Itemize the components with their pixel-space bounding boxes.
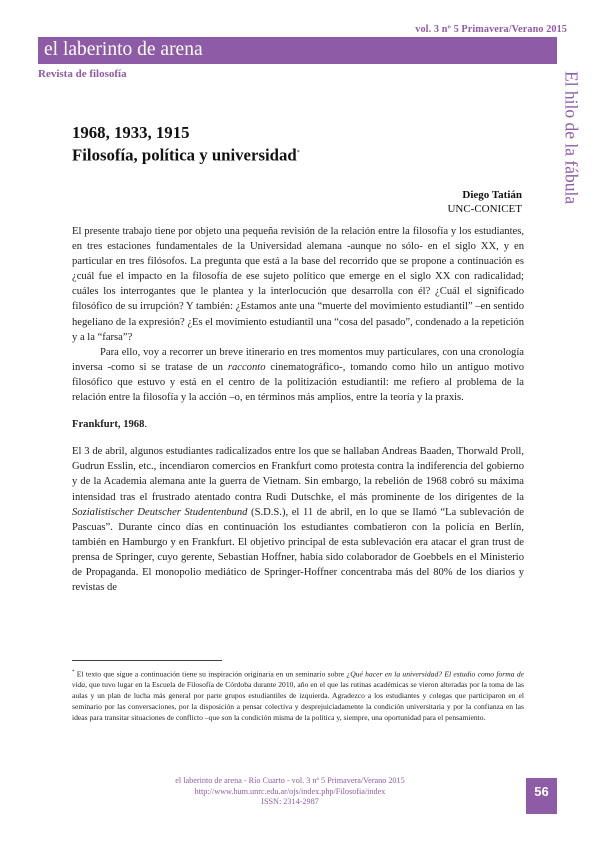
page-footer	[100, 776, 480, 808]
paragraph-2-italic: racconto	[227, 361, 266, 373]
section-heading-text: Frankfurt, 1968	[72, 419, 145, 431]
footnote-marker: *	[72, 670, 75, 675]
page-number: 56	[526, 778, 557, 814]
article-body	[72, 224, 524, 595]
title-line-1: 1968, 1933, 1915	[72, 123, 190, 142]
section-heading	[72, 417, 524, 432]
footnote	[72, 668, 524, 724]
paragraph-3-italic: Sozialistischer Deutscher Studentenbund	[72, 506, 248, 518]
title-footnote-marker[interactable]: *	[296, 150, 300, 156]
body-paragraph-1: El presente trabajo tiene por objeto una pequeña revisión de la relación entre la filosofía y los estudiantes, en tres estaciones fundamentales de la Universidad alemana -aunque no sólo- en el siglo XX, y en particular en tres filósofos. La pregunta que está a la base del recorrido que se propone a continuación es ¿cuál fue el impacto en la filosofía de ese sujeto político que emerge en el siglo XX con radicalidad; cuáles los interrogantes que le plantea y la interlocución que desarrolla con él? ¿Cuál el significado filosófico de su irrupción? Y también: ¿Estamos ante una “muerte del movimiento estudiantil” –en sentido hegeliano de la expresión? ¿Es el movimiento estudiantil una “cosa del pasado”, condenado a la repetición y a la “farsa”?	[72, 226, 524, 343]
paragraph-2-text-b: cinematográfico-, tomando como hilo un antiguo motivo filosófico que estuvo y está en el centro de la politización estudiantil: me refiero al problema de la relación entre la filosofía y la acción –o, en términos más amplios, entre la teoría y la praxis.	[72, 361, 525, 404]
author-block	[447, 188, 522, 216]
paragraph-2-text-a: Para ello, voy a recorrer un breve itinerario en tres momentos muy particulares, con una cronología inversa -como si se tratase de un	[72, 346, 524, 373]
footnote-divider	[72, 660, 222, 661]
volume-info: vol. 3 nº 5 Primavera/Verano 2015	[415, 24, 567, 35]
footer-issn: ISSN: 2314-2987	[261, 797, 319, 806]
section-heading-suffix: .	[144, 419, 148, 431]
body-paragraph-3	[72, 444, 524, 595]
section-side-title	[556, 62, 586, 214]
side-title-text: El hilo de la fábula	[561, 71, 582, 205]
footnote-text-b: , que tuvo lugar en la Escuela de Filosofía de Córdoba durante 2010, año en el que las rutinas académicas se vieron alteradas por la toma de las aulas y un plan de lucha más general por parte grupos estudiantiles de izquierda. Agradezco a los estudiantes y colegas que participaron en el seminario por las conversaciones, por la disposición a pensar colectiva y desprejuiciadamente la condición universitaria y por la confianza en las ideas para transitar situaciones de conflicto –que son la condición misma de la política y, siempre, una oportunidad para el pensamiento.	[72, 680, 524, 723]
author-affiliation: UNC-CONICET	[447, 203, 522, 215]
title-line-2-text: Filosofía, política y universidad	[72, 145, 297, 165]
journal-header-bar	[38, 37, 557, 64]
body-paragraph-2	[72, 345, 524, 405]
footnote-italic: ¿Qué hacer en la universidad? El estudio como forma de vida	[72, 669, 524, 690]
article-title	[72, 122, 532, 166]
author-name: Diego Tatián	[462, 189, 522, 201]
title-line-2	[72, 143, 532, 166]
footer-journal-line: el laberinto de arena - Río Cuarto - vol. 3 nº 5 Primavera/Verano 2015	[175, 776, 405, 785]
paragraph-3-text-a: El 3 de abril, algunos estudiantes radicalizados entre los que se hallaban Andreas Baaden, Thorwald Proll, Gudrun Esslin, etc., incendiaron comercios en Frankfurt como protesta contra la indiferencia del gobierno y de la Academia alemana ante la guerra de Vietnam. Sin embargo, la rebelión de 1968 cobró su máxima intensidad tras el frustrado atentado contra Rudi Dutschke, el más prominente de los dirigentes de la	[72, 446, 524, 503]
paragraph-3-text-b: (S.D.S.), el 11 de abril, en lo que se llamó “La sublevación de Pascuas”. Durante cinco días en continuación los estudiantes combatieron con la policía en Berlín, también en Hamburgo y en Frankfurt. El objetivo principal de esta sublevación era atacar el gran trust de prensa de Springer, cuyo gerente, Sebastian Hoffner, había sido colaborador de Goebbels en el Ministerio de Propaganda. El monopolio mediático de Springer-Hoffner concentraba más del 80% de los diarios y revistas de	[72, 506, 524, 594]
footnote-text-a: El texto que sigue a continuación tiene su inspiración originaria en un seminario sobre	[74, 669, 347, 679]
footer-url[interactable]: http://www.hum.unrc.edu.ar/ojs/index.php/Filosofia/index	[194, 786, 386, 796]
journal-name: el laberinto de arena	[44, 39, 203, 60]
journal-subtitle: Revista de filosofía	[38, 68, 127, 80]
